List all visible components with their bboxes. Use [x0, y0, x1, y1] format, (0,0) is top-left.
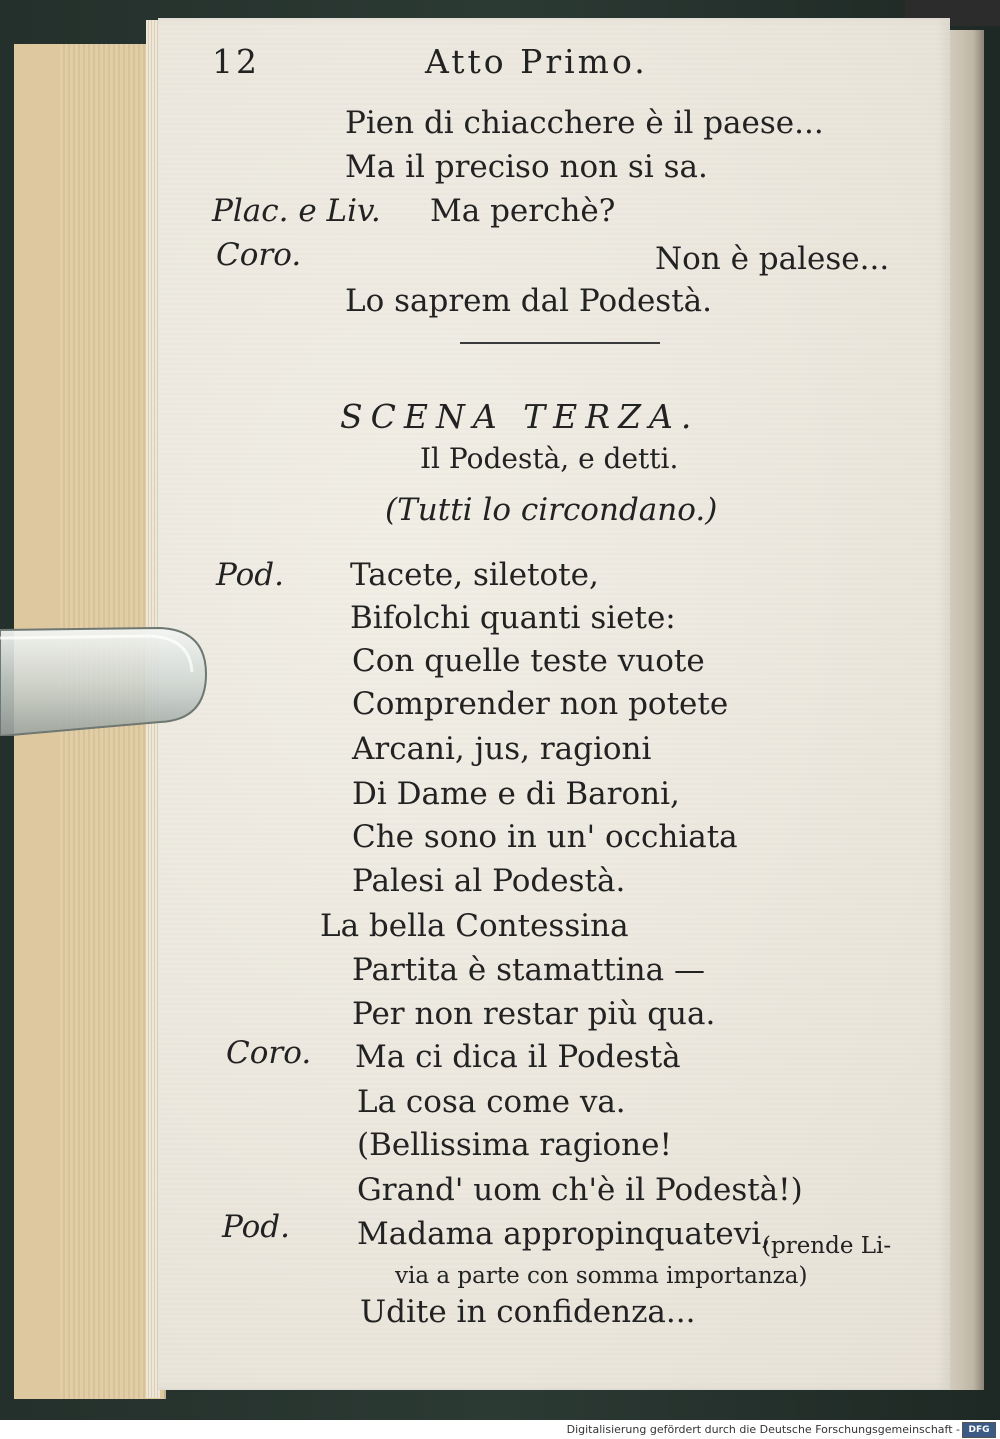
scene-characters: Il Podestà, e detti.: [420, 442, 679, 475]
verse-line: Con quelle teste vuote: [352, 643, 705, 679]
verse-line: Che sono in un' occhiata: [352, 819, 738, 855]
section-divider: [460, 342, 660, 344]
stage-direction: (Tutti lo circondano.): [385, 492, 718, 528]
verse-line: Pien di chiacchere è il paese...: [345, 105, 824, 141]
page-title: Atto Primo.: [425, 42, 648, 81]
page-right-edge: [948, 30, 984, 1390]
page-number: 12: [212, 42, 260, 81]
speaker-label: Pod.: [216, 557, 284, 593]
verse-line: Partita è stamattina —: [352, 952, 705, 988]
stage-direction: via a parte con somma importanza): [395, 1263, 808, 1289]
speaker-label: Coro.: [226, 1035, 312, 1071]
verse-line: Arcani, jus, ragioni: [352, 731, 652, 767]
verse-line: Udite in confidenza...: [360, 1294, 696, 1330]
funding-credit: Digitalisierung gefördert durch die Deutsche Forschungsgemeinschaft -: [566, 1423, 960, 1436]
verse-line: Madama appropinquatevi,: [357, 1216, 772, 1252]
speaker-label: Coro.: [216, 237, 302, 273]
verse-line: (Bellissima ragione!: [357, 1127, 672, 1163]
verse-line: Non è palese...: [655, 241, 890, 277]
verse-line: Lo saprem dal Podestà.: [345, 283, 713, 319]
dfg-logo: DFG: [962, 1422, 996, 1438]
verse-line: Comprender non potete: [352, 686, 729, 722]
verse-line: Ma il preciso non si sa.: [345, 149, 708, 185]
verse-line: Bifolchi quanti siete:: [350, 600, 676, 636]
verse-line: Grand' uom ch'è il Podestà!): [357, 1172, 803, 1208]
verse-line: La cosa come va.: [357, 1084, 626, 1120]
verse-line: Tacete, siletote,: [350, 557, 599, 593]
verse-line: Di Dame e di Baroni,: [352, 776, 680, 812]
stage-direction: (prende Li-: [762, 1233, 892, 1259]
speaker-label: Plac. e Liv.: [212, 193, 381, 229]
verse-line: Ma ci dica il Podestà: [355, 1039, 681, 1075]
verse-line: Ma perchè?: [430, 193, 616, 229]
page-clamp: [0, 624, 208, 736]
verse-line: La bella Contessina: [320, 908, 629, 944]
footer-bar: [0, 1420, 1000, 1439]
scene-title: SCENA TERZA.: [340, 397, 700, 436]
speaker-label: Pod.: [222, 1209, 290, 1245]
verse-line: Palesi al Podestà.: [352, 863, 626, 899]
verse-line: Per non restar più qua.: [352, 996, 716, 1032]
